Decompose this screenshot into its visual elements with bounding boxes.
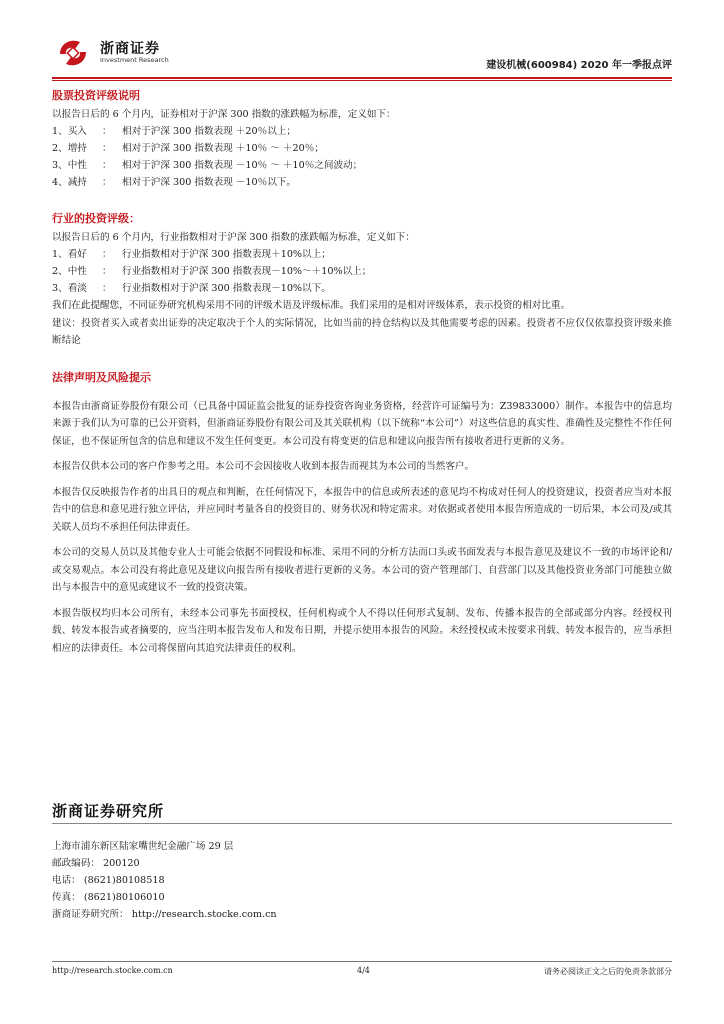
stock-rating-item: 3、中性 ： 相对于沪深 300 指数表现 －10％ ～ ＋10％之间波动； — [52, 157, 672, 174]
industry-rating-item: 2、中性 ： 行业指数相对于沪深 300 指数表现－10%～＋10%以上； — [52, 263, 672, 280]
institute-web[interactable]: 浙商证券研究所： http://research.stocke.com.cn — [52, 909, 277, 920]
rating-text: 相对于沪深 300 指数表现 －10％ ～ ＋10％之间波动； — [122, 160, 363, 171]
page-number: 4/4 — [357, 966, 370, 975]
logo-mark-icon — [56, 36, 90, 70]
header-divider — [52, 77, 672, 79]
institute-address: 上海市浦东新区陆家嘴世纪金融广场 29 层 — [52, 841, 234, 852]
investment-advice: 建议：投资者买入或者卖出证券的决定取决于个人的实际情况，比如当前的持仓结构以及其他需要考虑的因素。投资者不应仅仅依靠投资评级来推断结论 — [52, 317, 672, 346]
industry-rating-item: 3、看淡 ： 行业指数相对于沪深 300 指数表现－10%以下。 — [52, 280, 672, 297]
stock-rating-item: 4、减持 ： 相对于沪深 300 指数表现 －10％以下。 — [52, 174, 672, 191]
rating-label: 2、中性 — [52, 266, 87, 277]
institute-fax: 传真： (8621)80106010 — [52, 892, 165, 903]
legal-title: 法律声明及风险提示 — [52, 370, 151, 384]
institute-phone: 电话： (8621)80108518 — [52, 875, 165, 886]
stock-rating-item: 1、买入 ： 相对于沪深 300 指数表现 ＋20％以上； — [52, 123, 672, 140]
industry-rating-title: 行业的投资评级： — [52, 212, 140, 225]
legal-paragraph: 本报告仅反映报告作者的出具日的观点和判断，在任何情况下，本报告中的信息或所表述的意见均不构成对任何人的投资建议，投资者应当对本报告中的信息和意见进行独立评估，并应同时考量各自的投资目的、财务状况和特定需求。对依据或者使用本报告所造成的一切后果，本公司及/或其关联人员均不承担任何法律责任。 — [52, 486, 672, 533]
institute-contact — [52, 838, 452, 923]
page-header — [52, 36, 672, 76]
rating-label: 4、减持 — [52, 177, 87, 188]
rating-label: 1、买入 — [52, 126, 87, 137]
stock-rating-title: 股票投资评级说明 — [52, 89, 140, 102]
rating-label: 3、看淡 — [52, 283, 87, 294]
rating-text: 行业指数相对于沪深 300 指数表现－10%～＋10%以上； — [122, 266, 372, 277]
institute-name: 浙商证券研究所 — [52, 802, 165, 820]
report-title: 建设机械(600984) 2020 年一季报点评 — [486, 60, 672, 71]
logo-text-cn: 浙商证券 — [100, 41, 160, 57]
rating-note: 我们在此提醒您，不同证券研究机构采用不同的评级术语及评级标准。我们采用的是相对评级体系，表示投资的相对比重。 — [52, 300, 571, 311]
rating-text: 相对于沪深 300 指数表现 ＋10％ ～ ＋20％； — [122, 143, 324, 154]
rating-label: 3、中性 — [52, 160, 87, 171]
stock-rating-item: 2、增持 ： 相对于沪深 300 指数表现 ＋10％ ～ ＋20％； — [52, 140, 672, 157]
legal-paragraph: 本报告由浙商证券股份有限公司（已具备中国证监会批复的证券投资咨询业务资格，经营许可证编号为：Z39833000）制作。本报告中的信息均来源于我们认为可靠的已公开资料，但浙商证券股份有限公司及其关联机构（以下统称“本公司”）对这些信息的真实性、准确性及完整性不作任何保证，也不保证所包含的信息和建议不发生任何变更。本公司没有将变更的信息和建议向报告所有接收者进行更新的义务。 — [52, 400, 672, 447]
main-content — [52, 86, 672, 657]
legal-paragraph: 本公司的交易人员以及其他专业人士可能会依据不同假设和标准、采用不同的分析方法而口头或书面发表与本报告意见及建议不一致的市场评论和/或交易观点。本公司没有将此意见及建议向报告所有接收者进行更新的义务。本公司的资产管理部门、自营部门以及其他投资业务部门可能独立做出与本报告中的意见或建议不一致的投资决策。 — [52, 547, 672, 593]
footer-url[interactable]: http://research.stocke.com.cn — [52, 966, 173, 975]
header-divider-thin — [52, 80, 672, 81]
rating-text: 相对于沪深 300 指数表现 －10％以下。 — [122, 177, 296, 188]
rating-label: 2、增持 — [52, 143, 87, 154]
legal-paragraph: 本报告仅供本公司的客户作参考之用。本公司不会因接收人收到本报告而视其为本公司的当然客户。 — [52, 461, 475, 472]
stock-rating-intro: 以报告日后的 6 个月内，证券相对于沪深 300 指数的涨跌幅为标准，定义如下： — [52, 109, 396, 120]
institute-divider — [52, 823, 672, 824]
rating-text: 相对于沪深 300 指数表现 ＋20％以上； — [122, 126, 296, 137]
footer-divider — [52, 961, 672, 962]
institute-postcode: 邮政编码： 200120 — [52, 858, 140, 869]
logo-text-en: Investment Research — [100, 56, 169, 64]
industry-rating-item: 1、看好 ： 行业指数相对于沪深 300 指数表现＋10%以上； — [52, 246, 672, 263]
rating-text: 行业指数相对于沪深 300 指数表现－10%以下。 — [122, 283, 331, 294]
company-logo — [56, 36, 186, 70]
rating-text: 行业指数相对于沪深 300 指数表现＋10%以上； — [122, 249, 331, 260]
legal-paragraph: 本报告版权均归本公司所有，未经本公司事先书面授权，任何机构或个人不得以任何形式复制、发布、传播本报告的全部或部分内容。经授权刊载、转发本报告或者摘要的，应当注明本报告发布人和发布日期，并提示使用本报告的风险。未经授权或未按要求刊载、转发本报告的，应当承担相应的法律责任。本公司将保留向其追究法律责任的权利。 — [52, 607, 672, 654]
industry-rating-intro: 以报告日后的 6 个月内，行业指数相对于沪深 300 指数的涨跌幅为标准，定义如下： — [52, 232, 415, 243]
footer-disclaimer: 请务必阅读正文之后的免责条款部分 — [544, 967, 672, 976]
rating-label: 1、看好 — [52, 249, 87, 260]
